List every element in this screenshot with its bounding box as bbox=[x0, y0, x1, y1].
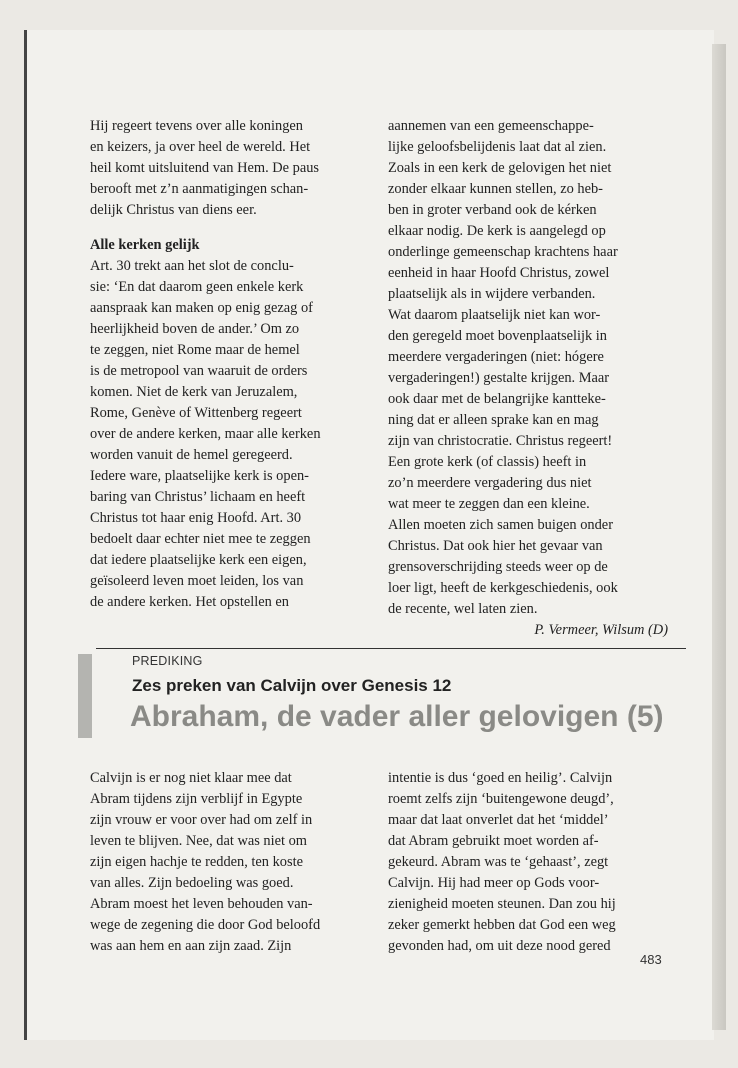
text-line: Calvijn. Hij had meer op Gods voor- bbox=[388, 875, 600, 891]
text-line: Abram tijdens zijn verblijf in Egypte bbox=[90, 791, 303, 807]
article2-kicker: Zes preken van Calvijn over Genesis 12 bbox=[132, 676, 452, 695]
article1-column-right bbox=[388, 116, 668, 641]
text-line: heil komt uitsluitend van Hem. De paus bbox=[90, 160, 320, 176]
text-line: aanspraak kan maken op enig gezag of bbox=[90, 300, 313, 316]
text-line: zijn vrouw er voor over had om zelf in bbox=[90, 812, 313, 828]
text-line: zeker gemerkt hebben dat God een weg bbox=[388, 917, 616, 933]
text-line: over de andere kerken, maar alle kerken bbox=[90, 426, 321, 442]
article2-column-right bbox=[388, 768, 668, 957]
article2-column-left bbox=[90, 768, 370, 957]
text-line: Calvijn is er nog niet klaar mee dat bbox=[90, 770, 292, 786]
text-line: wat meer te zeggen dan een kleine. bbox=[388, 496, 590, 512]
text-line: bedoelt daar echter niet mee te zeggen bbox=[90, 531, 311, 547]
text-line: berooft met z’n aanmatigingen schan- bbox=[90, 181, 309, 197]
text-line: ning dat er alleen sprake kan en mag bbox=[388, 412, 599, 428]
text-line: baring van Christus’ lichaam en heeft bbox=[90, 489, 306, 505]
text-line: Zoals in een kerk de gelovigen het niet bbox=[388, 160, 612, 176]
text-line: van alles. Zijn bedoeling was goed. bbox=[90, 875, 294, 891]
article1-column-left bbox=[90, 116, 370, 613]
text-line: Abram moest het leven behouden van- bbox=[90, 896, 313, 912]
article2-paragraph-2 bbox=[388, 768, 668, 957]
text-line: Iedere ware, plaatselijke kerk is open- bbox=[90, 468, 309, 484]
text-line: de andere kerken. Het opstellen en bbox=[90, 594, 289, 610]
section-accent-bar bbox=[78, 654, 92, 738]
text-line: wege de zegening die door God beloofd bbox=[90, 917, 321, 933]
text-line: geïsoleerd leven moet leiden, los van bbox=[90, 573, 304, 589]
text-line: was aan hem en aan zijn zaad. Zijn bbox=[90, 938, 292, 954]
article1-paragraph-3 bbox=[388, 116, 668, 620]
section-divider bbox=[96, 648, 686, 649]
text-line: meerdere vergaderingen (niet: hógere bbox=[388, 349, 604, 365]
text-line: Christus. Dat ook hier het gevaar van bbox=[388, 538, 603, 554]
page-number: 483 bbox=[640, 952, 662, 967]
article1-paragraph-1 bbox=[90, 116, 370, 221]
text-line: loer ligt, heeft de kerkgeschiedenis, ook bbox=[388, 580, 618, 596]
text-line: heerlijkheid boven de ander.’ Om zo bbox=[90, 321, 300, 337]
text-line: eenheid in haar Hoofd Christus, zowel bbox=[388, 265, 610, 281]
text-line: ook daar met de belangrijke kantteke- bbox=[388, 391, 606, 407]
text-line: Een grote kerk (of classis) heeft in bbox=[388, 454, 587, 470]
text-line: Hij regeert tevens over alle koningen bbox=[90, 118, 303, 134]
text-line: aannemen van een gemeenschappe- bbox=[388, 118, 594, 134]
page-binding bbox=[24, 30, 27, 1040]
text-line: Rome, Genève of Wittenberg regeert bbox=[90, 405, 302, 421]
text-line: zo’n meerdere vergadering dus niet bbox=[388, 475, 592, 491]
text-line: gekeurd. Abram was te ‘gehaast’, zegt bbox=[388, 854, 609, 870]
text-line: vergaderingen!) gestalte krijgen. Maar bbox=[388, 370, 610, 386]
page-edge bbox=[712, 44, 726, 1030]
text-line: ben in groter verband ook de kérken bbox=[388, 202, 597, 218]
text-line: en keizers, ja over heel de wereld. Het bbox=[90, 139, 311, 155]
text-line: maar dat laat onverlet dat het ‘middel’ bbox=[388, 812, 609, 828]
text-line: worden vanuit de hemel geregeerd. bbox=[90, 447, 293, 463]
text-line: elkaar nodig. De kerk is aangelegd op bbox=[388, 223, 606, 239]
text-line: zijn eigen hachje te redden, ten koste bbox=[90, 854, 303, 870]
text-line: zienigheid moeten steunen. Dan zou hij bbox=[388, 896, 616, 912]
text-line: Allen moeten zich samen buigen onder bbox=[388, 517, 613, 533]
text-line: lijke geloofsbelijdenis laat dat al zien. bbox=[388, 139, 607, 155]
text-line: dat Abram gebruikt moet worden af- bbox=[388, 833, 599, 849]
article2-paragraph-1 bbox=[90, 768, 370, 957]
text-line: intentie is dus ‘goed en heilig’. Calvijn bbox=[388, 770, 613, 786]
text-line: delijk Christus van diens eer. bbox=[90, 202, 257, 218]
author-signature: P. Vermeer, Wilsum (D) bbox=[534, 622, 668, 638]
text-line: Christus tot haar enig Hoofd. Art. 30 bbox=[90, 510, 302, 526]
article1-subheading: Alle kerken gelijk bbox=[90, 237, 200, 253]
text-line: grensoverschrijding steeds weer op de bbox=[388, 559, 608, 575]
text-line: komen. Niet de kerk van Jeruzalem, bbox=[90, 384, 298, 400]
text-line: den geregeld moet bovenplaatselijk in bbox=[388, 328, 607, 344]
text-line: te zeggen, niet Rome maar de hemel bbox=[90, 342, 300, 358]
article1-paragraph-2 bbox=[90, 256, 370, 613]
text-line: zonder elkaar kunnen stellen, zo heb- bbox=[388, 181, 603, 197]
text-line: de recente, wel laten zien. bbox=[388, 601, 538, 617]
text-line: zijn van christocratie. Christus regeert! bbox=[388, 433, 613, 449]
section-category: PREDIKING bbox=[132, 654, 203, 668]
text-line: roemt zelfs zijn ‘buitengewone deugd’, bbox=[388, 791, 614, 807]
text-line: Art. 30 trekt aan het slot de conclu- bbox=[90, 258, 294, 274]
text-line: plaatselijk als in wijdere verbanden. bbox=[388, 286, 596, 302]
text-line: gevonden had, om uit deze nood gered bbox=[388, 938, 611, 954]
text-line: sie: ‘En dat daarom geen enkele kerk bbox=[90, 279, 304, 295]
article2-headline: Abraham, de vader aller gelovigen (5) bbox=[130, 700, 664, 733]
text-line: is de metropool van waaruit de orders bbox=[90, 363, 308, 379]
text-line: leven te blijven. Nee, dat was niet om bbox=[90, 833, 307, 849]
text-line: dat iedere plaatselijke kerk een eigen, bbox=[90, 552, 307, 568]
text-line: onderlinge gemeenschap krachtens haar bbox=[388, 244, 618, 260]
text-line: Wat daarom plaatselijk niet kan wor- bbox=[388, 307, 601, 323]
